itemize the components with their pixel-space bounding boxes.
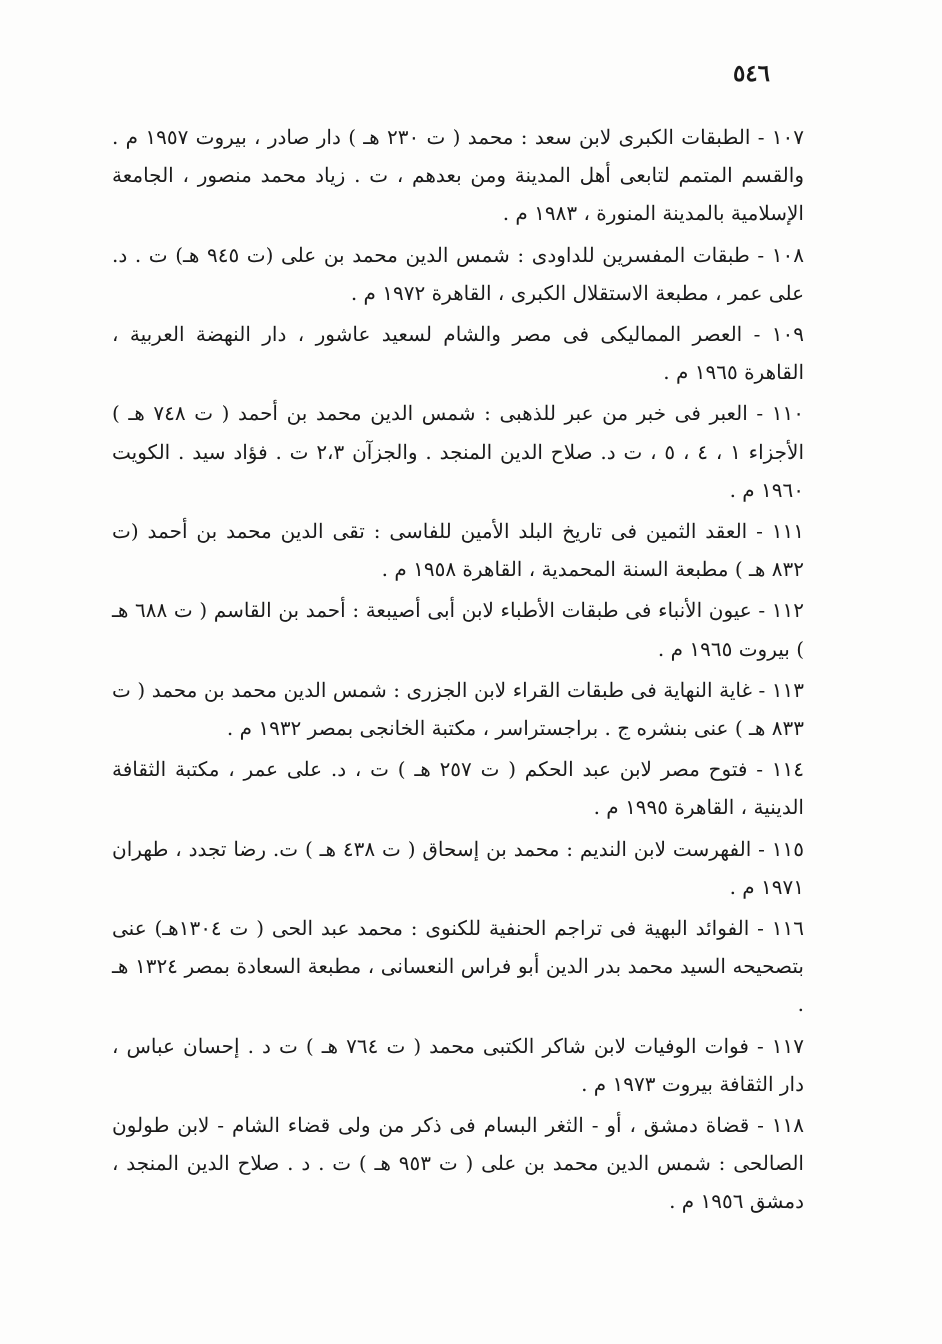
bibliography-entry-116: ١١٦ - الفوائد البهية فى تراجم الحنفية للكنوى : محمد عبد الحى ( ت ١٣٠٤هـ) عنى بتصحيحه السيد محمد بدر الدين أبو فراس النعسانى ، مطبعة السعادة بمصر ١٣٢٤ هـ . <box>112 916 804 1017</box>
page-number: ٥٤٦ <box>732 60 770 87</box>
bibliography-entry-115: ١١٥ - الفهرست لابن النديم : محمد بن إسحاق ( ت ٤٣٨ هـ ) ت. رضا تجدد ، طهران ١٩٧١ م . <box>112 836 804 899</box>
bibliography-entry-108: ١٠٨ - طبقات المفسرين للداودى : شمس الدين محمد بن على (ت ٩٤٥ هـ) ت . د. على عمر ، مطبعة الاستقلال الكبرى ، القاهرة ١٩٧٢ م . <box>112 242 804 305</box>
bibliography-entry-111: ١١١ - العقد الثمين فى تاريخ البلد الأمين للفاسى : تقى الدين محمد بن أحمد (ت ٨٣٢ هـ ) مطبعة السنة المحمدية ، القاهرة ١٩٥٨ م . <box>112 519 804 582</box>
bibliography-entry-112: ١١٢ - عيون الأنباء فى طبقات الأطباء لابن أبى أصيبعة : أحمد بن القاسم ( ت ٦٨٨ هـ ) بيروت ١٩٦٥ م . <box>112 598 804 661</box>
bibliography-list <box>112 118 804 1224</box>
bibliography-entry-110: ١١٠ - العبر فى خبر من عبر للذهبى : شمس الدين محمد بن أحمد ( ت ٧٤٨ هـ ) الأجزاء ١ ، ٤ ، ٥ ، ت د. صلاح الدين المنجد . والجزآن ٢،٣ ت . فؤاد سيد . الكويت ١٩٦٠ م . <box>112 401 804 502</box>
bibliography-entry-118: ١١٨ - قضاة دمشق ، أو - الثغر البسام فى ذكر من ولى قضاء الشام - لابن طولون الصالحى : شمس الدين محمد بن على ( ت ٩٥٣ هـ ) ت . د . صلاح الدين المنجد ، دمشق ١٩٥٦ م . <box>112 1113 804 1214</box>
bibliography-entry-109: ١٠٩ - العصر المماليكى فى مصر والشام لسعيد عاشور ، دار النهضة العربية ، القاهرة ١٩٦٥ م . <box>112 322 805 385</box>
bibliography-entry-117: ١١٧ - فوات الوفيات لابن شاكر الكتبى محمد ( ت ٧٦٤ هـ ) ت د . إحسان عباس ، دار الثقافة بيروت ١٩٧٣ م . <box>112 1033 804 1096</box>
bibliography-entry-107: ١٠٧ - الطبقات الكبرى لابن سعد : محمد ( ت ٢٣٠ هـ ) دار صادر ، بيروت ١٩٥٧ م . والقسم المتمم لتابعى أهل المدينة ومن بعدهم ، ت . زياد محمد منصور ، الجامعة الإسلامية بالمدينة المنورة ، ١٩٨٣ م . <box>112 125 804 226</box>
bibliography-entry-114: ١١٤ - فتوح مصر لابن عبد الحكم ( ت ٢٥٧ هـ ) ت ، د. على عمر ، مكتبة الثقافة الدينية ، القاهرة ١٩٩٥ م . <box>112 757 804 820</box>
bibliography-entry-113: ١١٣ - غاية النهاية فى طبقات القراء لابن الجزرى : شمس الدين محمد بن محمد ( ت ٨٣٣ هـ ) عنى بنشره ج . براجستراسر ، مكتبة الخانجى بمصر ١٩٣٢ م . <box>112 677 804 741</box>
